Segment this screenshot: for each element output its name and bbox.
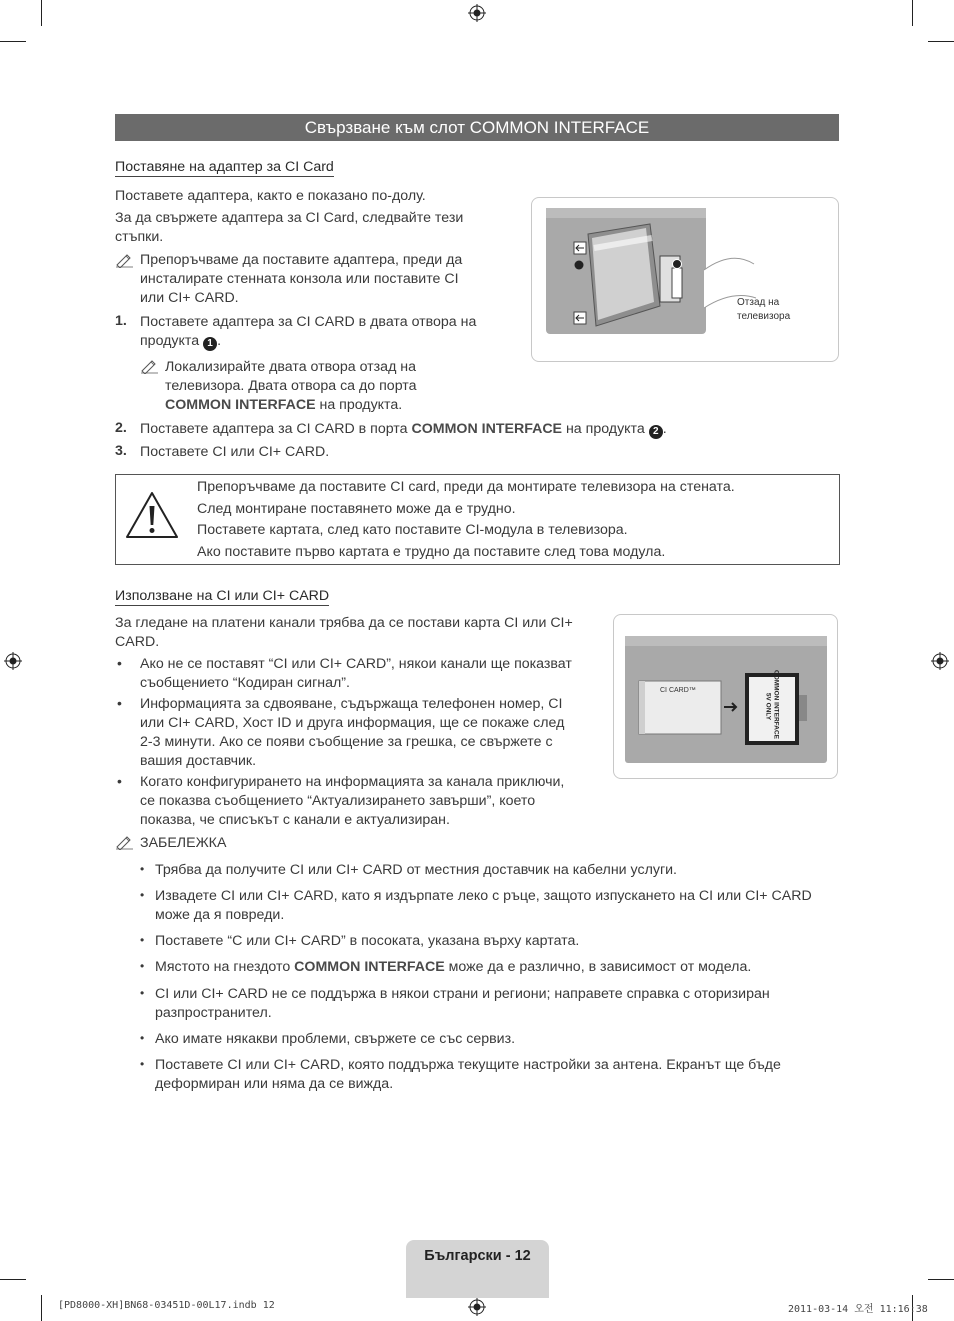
- bullet-icon: •: [117, 655, 122, 671]
- bullet-icon: •: [117, 695, 122, 711]
- adapter-figure: [531, 197, 839, 362]
- note-item-part: Мястото на гнездото: [155, 959, 295, 975]
- note-item: Ако имате някакви проблеми, свържете се със сервиз.: [155, 1031, 516, 1047]
- bullet-icon: •: [140, 959, 145, 973]
- note-item-part: може да е различно, в зависимост от модела.: [444, 959, 752, 975]
- note-text: инсталирате стенната конзола или поставите CI: [140, 271, 459, 287]
- bullet-icon: •: [140, 933, 145, 947]
- intro-text: стъпки.: [115, 229, 164, 245]
- bullet-icon: •: [117, 773, 122, 789]
- warning-text: Поставете картата, след като поставите CI-модула в телевизора.: [197, 522, 628, 538]
- warning-text: След монтиране поставянето може да е трудно.: [197, 501, 516, 517]
- note-label: ЗАБЕЛЕЖКА: [140, 835, 227, 851]
- registration-mark-icon: [931, 652, 949, 670]
- bullet-icon: •: [140, 862, 145, 876]
- note-text: [165, 396, 402, 415]
- note-item: може да я повреди.: [155, 907, 285, 923]
- bullet-icon: •: [140, 1057, 145, 1071]
- footer-date: 2011-03-14 오전 11:16:38: [788, 1304, 928, 1315]
- step-text-part: на продукта: [562, 421, 645, 437]
- step-text: Поставете адаптера за CI CARD в двата отвора на: [140, 314, 477, 330]
- note-item: деформиран или няма да се вижда.: [155, 1076, 394, 1092]
- bullet-text: Информацията за сдвояване, съдържаща телефонен номер, CI: [140, 696, 563, 712]
- intro-text: За гледане на платени канали трябва да се постави карта CI или CI+: [115, 615, 573, 631]
- port-name: COMMON INTERFACE: [165, 397, 316, 413]
- bullet-icon: •: [140, 986, 145, 1000]
- section-heading: Използване на CI или CI+ CARD: [115, 588, 330, 604]
- bullet-text: Ако не се поставят “CI или CI+ CARD”, някои канали ще показват: [140, 656, 572, 672]
- step-badge: 2: [649, 425, 663, 439]
- note-item: разпространител.: [155, 1005, 272, 1021]
- figure-label: телевизора: [737, 311, 791, 322]
- warning-box: [115, 474, 840, 565]
- note-pencil-icon: [115, 252, 135, 268]
- figure-label: Отзад на: [737, 297, 780, 308]
- warning-text: Ако поставите първо картата е трудно да поставите след това модула.: [197, 544, 666, 560]
- intro-text: За да свържете адаптера за CI Card, следвайте тези: [115, 210, 464, 226]
- bullet-text: вашия доставчик.: [140, 753, 257, 769]
- bullet-text: или CI+ CARD, Хост ID и друга информация, ще се покаже след: [140, 715, 565, 731]
- note-text: Препоръчваме да поставите адаптера, преди да: [140, 252, 463, 268]
- note-item: CI или CI+ CARD не се поддържа в някои страни и региони; направете справка с оторизиран: [155, 986, 770, 1002]
- bullet-icon: •: [140, 888, 145, 902]
- intro-text: Поставете адаптера, както е показано по-долу.: [115, 188, 426, 204]
- note-pencil-icon: [140, 358, 160, 374]
- registration-mark-icon: [468, 1298, 486, 1316]
- crop-mark: [41, 1295, 42, 1321]
- intro-text: CARD.: [115, 634, 160, 650]
- footer-file: [PD8000-XH]BN68-03451D-00L17.indb 12: [58, 1300, 275, 1311]
- section-title-bar: Свързване към слот COMMON INTERFACE: [115, 114, 839, 141]
- section-heading: Поставяне на адаптер за CI Card: [115, 159, 334, 175]
- note-item: Трябва да получите CI или CI+ CARD от местния доставчик на кабелни услуги.: [155, 862, 677, 878]
- note-text: телевизора. Двата отвора са до порта: [165, 378, 417, 394]
- adapter-illustration: [532, 198, 838, 361]
- page-number-tab: Български - 12: [406, 1240, 549, 1298]
- bullet-text: показва, че списъкът с канали е актуализиран.: [140, 812, 450, 828]
- step-text: Поставете адаптера за CI CARD в порта COMMON INTERFACE на продукта 2 .: [140, 421, 667, 437]
- bullet-text: съобщението “Кодиран сигнал”.: [140, 675, 350, 691]
- bullet-icon: •: [140, 1031, 145, 1045]
- step-text: Поставете CI или CI+ CARD.: [140, 444, 330, 460]
- port-name: COMMON INTERFACE: [411, 421, 563, 437]
- crop-mark: [912, 0, 913, 26]
- crop-mark: [928, 1279, 954, 1280]
- registration-mark-icon: [4, 652, 22, 670]
- step-text-part: продукта: [140, 333, 200, 349]
- ci-card-label: CI CARD™: [660, 687, 696, 694]
- ci-card-illustration: [614, 615, 837, 778]
- note-item: Извадете CI или CI+ CARD, като я издърпате леко с ръце, защото изпускането на CI или CI+ CARD: [155, 888, 812, 904]
- crop-mark: [0, 41, 26, 42]
- bullet-text: се показва съобщението “Актуализирането завърши”, което: [140, 793, 536, 809]
- note-text-part: на продукта.: [315, 397, 403, 413]
- step-text-part: Поставете адаптера за CI CARD в порта: [140, 421, 412, 437]
- port-name: COMMON INTERFACE: [294, 959, 445, 975]
- bullet-text: 2-3 минути. Ако се появи съобщение за грешка, се свържете с: [140, 734, 553, 750]
- step-number: 3.: [115, 443, 127, 459]
- step-badge: 1: [203, 337, 217, 351]
- registration-mark-icon: [468, 4, 486, 22]
- warning-text: Препоръчваме да поставите CI card, преди да монтирате телевизора на стената.: [197, 479, 735, 495]
- crop-mark: [0, 1279, 26, 1280]
- note-item: Поставете CI или CI+ CARD, която поддържа текущите настройки за антена. Екранът ще бъде: [155, 1057, 781, 1073]
- step-text: продукта 1 .: [140, 333, 222, 349]
- ci-card-figure: [613, 614, 838, 779]
- bullet-text: Когато конфигурирането на информацията за канала приключи,: [140, 774, 565, 790]
- slot-label: 5V ONLY: [764, 692, 772, 721]
- note-item: [155, 958, 751, 977]
- crop-mark: [928, 41, 954, 42]
- step-number: 1.: [115, 313, 127, 329]
- warning-triangle-icon: [124, 490, 180, 540]
- crop-mark: [41, 0, 42, 26]
- note-pencil-icon: [115, 834, 135, 850]
- step-number: 2.: [115, 420, 127, 436]
- slot-label: COMMON INTERFACE: [772, 670, 780, 739]
- note-text: или CI+ CARD.: [140, 290, 239, 306]
- note-item: Поставете “С или CI+ CARD” в посоката, указана върху картата.: [155, 933, 580, 949]
- note-text: Локализирайте двата отвора отзад на: [165, 359, 417, 375]
